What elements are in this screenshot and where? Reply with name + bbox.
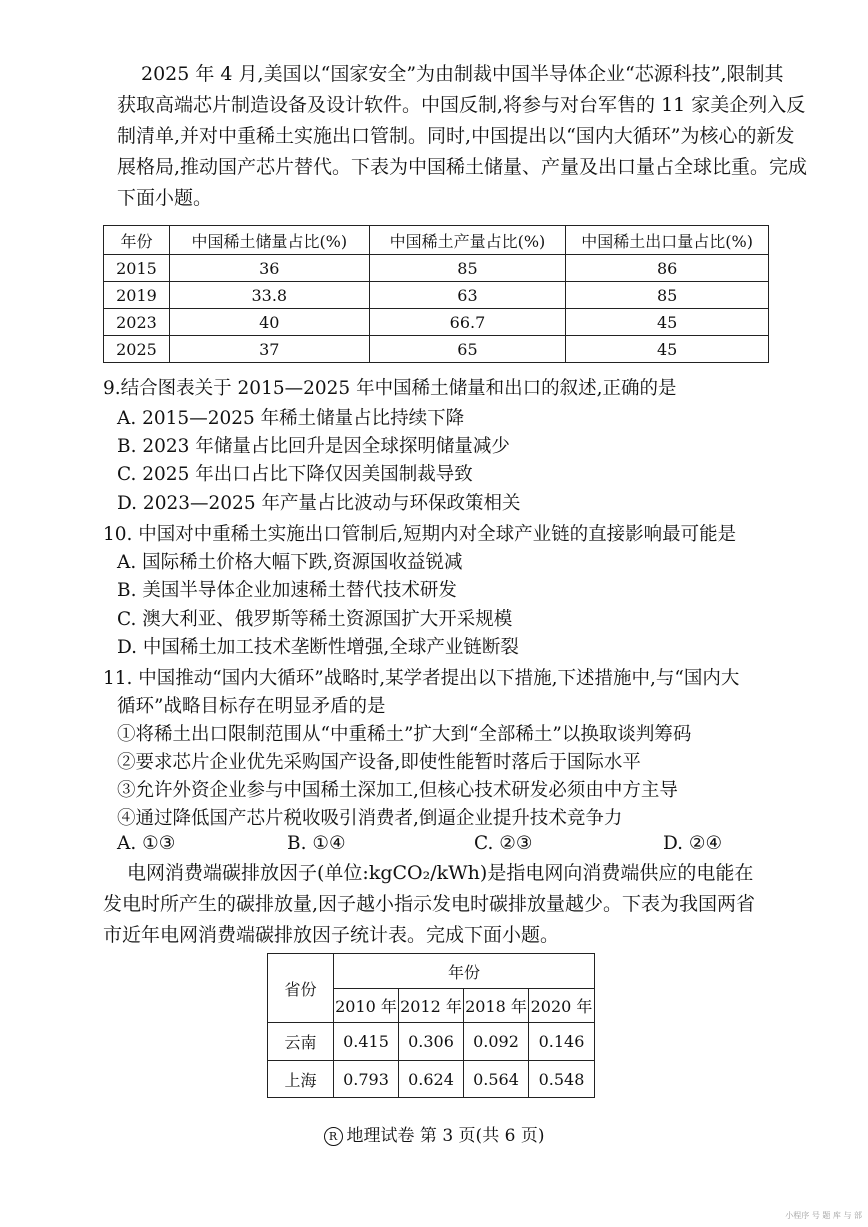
intro-paragraph-1: [117, 59, 808, 214]
table-row: [268, 1023, 595, 1061]
page-footer: [0, 1121, 868, 1146]
table-cell: 45: [566, 309, 769, 336]
question-10-stem: 10. 中国对中重稀土实施出口管制后,短期内对全球产业链的直接影响最可能是: [103, 524, 737, 545]
intro-1-line-1: 2025 年 4 月,美国以“国家安全”为由制裁中国半导体企业“芯源科技”,限制其: [141, 63, 784, 85]
table-cell: 33.8: [169, 282, 369, 309]
table-cell: 45: [566, 336, 769, 363]
question-11-stem-line-2: 循环”战略目标存在明显矛盾的是: [117, 696, 386, 717]
header-export-share: 中国稀土出口量占比(%): [566, 226, 769, 255]
table-cell: 37: [169, 336, 369, 363]
table-cell: 63: [369, 282, 566, 309]
intro-1-line-3: 制清单,并对中重稀土实施出口管制。同时,中国提出以“国内大循环”为核心的新发: [117, 125, 795, 147]
question-11-choice-c: C. ②③: [474, 833, 533, 854]
question-9-stem: 9.结合图表关于 2015—2025 年中国稀土储量和出口的叙述,正确的是: [103, 378, 677, 399]
header-reserve-share: 中国稀土储量占比(%): [169, 226, 369, 255]
table-cell: 0.624: [399, 1061, 464, 1098]
table-row: [104, 336, 769, 363]
intro-paragraph-2: [103, 858, 785, 951]
header-province: 省份: [268, 954, 334, 1023]
header-production-share: 中国稀土产量占比(%): [369, 226, 566, 255]
question-10-option-d: D. 中国稀土加工技术垄断性增强,全球产业链断裂: [117, 637, 519, 658]
table-cell: 0.092: [464, 1023, 529, 1061]
table-cell: 0.415: [334, 1023, 399, 1061]
intro-1-line-2: 获取高端芯片制造设备及设计软件。中国反制,将参与对台军售的 11 家美企列入反: [117, 94, 806, 116]
registered-mark-icon: R: [324, 1127, 343, 1146]
table-cell: 2015: [104, 255, 170, 282]
header-year-group: 年份: [334, 954, 595, 989]
carbon-factor-table: [267, 953, 595, 1098]
table-cell: 0.306: [399, 1023, 464, 1061]
table-cell: 2019: [104, 282, 170, 309]
question-11-stem-line-1: 11. 中国推动“国内大循环”战略时,某学者提出以下措施,下述措施中,与“国内大: [103, 668, 740, 689]
header-year: 年份: [104, 226, 170, 255]
table-cell: 0.146: [529, 1023, 595, 1061]
province-name: 云南: [268, 1023, 334, 1061]
header-year-2018: 2018 年: [464, 989, 529, 1023]
intro-1-line-5: 下面小题。: [117, 187, 213, 209]
table-cell: 2023: [104, 309, 170, 336]
intro-1-line-4: 展格局,推动国产芯片替代。下表为中国稀土储量、产量及出口量占全球比重。完成: [117, 156, 808, 178]
table-header-row: [104, 226, 769, 255]
question-10-option-a: A. 国际稀土价格大幅下跌,资源国收益锐减: [117, 552, 463, 573]
table-cell: 85: [566, 282, 769, 309]
question-11-choice-d: D. ②④: [663, 833, 723, 854]
header-year-2012: 2012 年: [399, 989, 464, 1023]
table-cell: 36: [169, 255, 369, 282]
table-row: [104, 255, 769, 282]
footer-page-label: 地理试卷 第 3 页(共 6 页): [346, 1126, 545, 1146]
table-cell: 2025: [104, 336, 170, 363]
question-11-item-3: ③允许外资企业参与中国稀土深加工,但核心技术研发必须由中方主导: [117, 780, 678, 801]
province-name: 上海: [268, 1061, 334, 1098]
table-cell: 66.7: [369, 309, 566, 336]
table-cell: 0.548: [529, 1061, 595, 1098]
question-9-option-b: B. 2023 年储量占比回升是因全球探明储量减少: [117, 436, 510, 457]
table-cell: 40: [169, 309, 369, 336]
intro-2-line-3: 市近年电网消费端碳排放因子统计表。完成下面小题。: [103, 924, 560, 946]
table-cell: 86: [566, 255, 769, 282]
table-cell: 85: [369, 255, 566, 282]
intro-2-line-2: 发电时所产生的碳排放量,因子越小指示发电时碳排放量越少。下表为我国两省: [103, 893, 756, 915]
question-10-option-c: C. 澳大利亚、俄罗斯等稀土资源国扩大开采规模: [117, 609, 513, 630]
question-9-option-d: D. 2023—2025 年产量占比波动与环保政策相关: [117, 493, 521, 514]
rare-earth-table: [103, 225, 769, 363]
table-row: [104, 282, 769, 309]
table-cell: 0.564: [464, 1061, 529, 1098]
question-11-item-4: ④通过降低国产芯片税收吸引消费者,倒逼企业提升技术竞争力: [117, 808, 623, 829]
header-year-2010: 2010 年: [334, 989, 399, 1023]
header-year-2020: 2020 年: [529, 989, 595, 1023]
table-cell: 65: [369, 336, 566, 363]
table-row: [104, 309, 769, 336]
corner-watermark: 小程序 号 题 库 与 部: [785, 1211, 862, 1220]
question-11-choice-b: B. ①④: [287, 833, 346, 854]
question-9-option-c: C. 2025 年出口占比下降仅因美国制裁导致: [117, 464, 473, 485]
question-11-item-1: ①将稀土出口限制范围从“中重稀土”扩大到“全部稀土”以换取谈判筹码: [117, 724, 692, 745]
intro-2-line-1: 电网消费端碳排放因子(单位:kgCO₂/kWh)是指电网向消费端供应的电能在: [127, 862, 754, 884]
table-cell: 0.793: [334, 1061, 399, 1098]
question-11-choice-a: A. ①③: [117, 833, 176, 854]
table-row: [268, 1061, 595, 1098]
question-9-option-a: A. 2015—2025 年稀土储量占比持续下降: [117, 408, 465, 429]
question-11-item-2: ②要求芯片企业优先采购国产设备,即使性能暂时落后于国际水平: [117, 752, 641, 773]
question-10-option-b: B. 美国半导体企业加速稀土替代技术研发: [117, 580, 457, 601]
